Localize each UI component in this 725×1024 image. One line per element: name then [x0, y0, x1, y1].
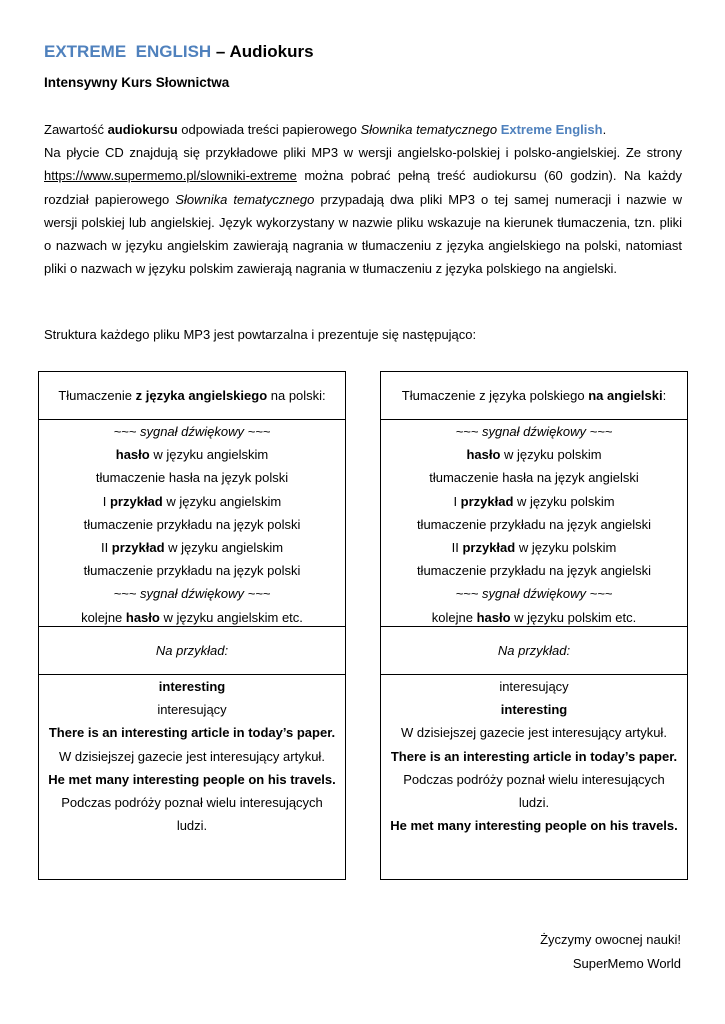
- example-line: There is an interesting article in today’s paper.: [48, 725, 336, 741]
- ex-bold: przykład: [460, 493, 514, 509]
- signal-line: ~~~ sygnał dźwiękowy ~~~: [455, 424, 613, 439]
- example1-line: [381, 490, 687, 513]
- ex-rest: w języku angielskim: [164, 540, 284, 556]
- document-title: [44, 42, 314, 62]
- structure-section: [39, 420, 345, 627]
- intro-text: można pobrać pełną treść audiokursu (60 godzin). Na każdy rozdział papierowego: [44, 168, 682, 207]
- header-text: Tłumaczenie z języka polskiego: [401, 388, 589, 403]
- closing: [540, 928, 681, 976]
- ex-bold: przykład: [462, 540, 516, 556]
- document-subtitle: Intensywny Kurs Słownictwa: [44, 75, 230, 90]
- ex-rest: w języku angielskim: [162, 493, 282, 509]
- header-bold: na angielski: [588, 388, 663, 403]
- example2-line: [381, 536, 687, 559]
- haslo-line: [39, 443, 345, 466]
- intro-italic-slownik: Słownika tematycznego: [175, 191, 315, 207]
- closing-signature: SuperMemo World: [572, 956, 681, 971]
- example-line: interesting: [500, 702, 568, 718]
- ex-bold: przykład: [111, 540, 165, 556]
- example-line: Podczas podróży poznał wielu interesujących ludzi.: [403, 771, 665, 811]
- haslo-translation: tłumaczenie hasła na język angielski: [429, 470, 639, 486]
- example-line: interesujący: [499, 679, 569, 694]
- next-text: kolejne: [431, 609, 477, 625]
- haslo-translation: tłumaczenie hasła na język polski: [95, 470, 289, 486]
- example1-translation: tłumaczenie przykładu na język polski: [83, 516, 301, 532]
- header-text: na polski:: [267, 388, 326, 403]
- example2-line: [39, 536, 345, 559]
- next-bold: hasło: [476, 609, 511, 625]
- ex-rest: w języku polskim: [513, 493, 615, 509]
- next-haslo-line: [39, 606, 345, 629]
- intro-text: .: [602, 122, 607, 137]
- examples-section: [381, 675, 687, 837]
- examples-section: [39, 675, 345, 837]
- structure-section: [381, 420, 687, 627]
- header-text: Tłumaczenie: [58, 388, 136, 403]
- supermemo-link[interactable]: https://www.supermemo.pl/slowniki-extreme: [44, 168, 297, 184]
- example-line: He met many interesting people on his travels.: [48, 771, 336, 787]
- haslo-bold: hasło: [466, 447, 501, 463]
- intro-paragraph: [44, 118, 682, 280]
- signal-line: ~~~ sygnał dźwiękowy ~~~: [455, 586, 613, 602]
- example2-translation: tłumaczenie przykładu na język angielski: [416, 563, 652, 579]
- example-line: interesujący: [157, 702, 227, 718]
- example-line: There is an interesting article in today’s paper.: [390, 748, 678, 764]
- ex-bold: przykład: [109, 493, 163, 509]
- box-header: [381, 372, 687, 420]
- intro-line-2: [44, 141, 682, 280]
- closing-wish: Życzymy owocnej nauki!: [540, 932, 681, 947]
- example-line: He met many interesting people on his travels.: [390, 818, 678, 834]
- example-line: interesting: [158, 679, 226, 694]
- header-bold: z języka angielskiego: [135, 388, 268, 403]
- ex-num: I: [102, 493, 110, 509]
- header-text: :: [662, 388, 667, 403]
- example2-translation: tłumaczenie przykładu na język polski: [83, 563, 301, 579]
- example-label: Na przykład:: [39, 627, 345, 675]
- box-english-to-polish: [38, 371, 346, 880]
- next-haslo-line: [381, 606, 687, 629]
- example1-line: [39, 490, 345, 513]
- ex-rest: w języku polskim: [515, 540, 617, 556]
- next-bold: hasło: [125, 609, 160, 625]
- next-rest: w języku angielskim etc.: [159, 609, 303, 625]
- ex-num: I: [453, 493, 461, 509]
- ex-num: II: [451, 540, 463, 556]
- next-text: kolejne: [81, 609, 126, 625]
- intro-text: odpowiada treści papierowego: [177, 122, 361, 137]
- intro-line-1: [44, 118, 682, 141]
- title-brand: EXTREME ENGLISH: [44, 42, 212, 61]
- ex-num: II: [100, 540, 112, 556]
- intro-italic-slownik: Słownika tematycznego: [360, 122, 498, 137]
- example-label: Na przykład:: [381, 627, 687, 675]
- title-rest: – Audiokurs: [211, 42, 314, 61]
- haslo-bold: hasło: [115, 447, 150, 463]
- example-line: W dzisiejszej gazecie jest interesujący artykuł.: [59, 748, 325, 764]
- intro-text: Zawartość: [44, 122, 108, 137]
- intro-bold-audiokursu: audiokursu: [107, 122, 178, 137]
- example-line: Podczas podróży poznał wielu interesujących ludzi.: [61, 795, 323, 834]
- intro-text: Na płycie CD znajdują się przykładowe pliki MP3 w wersji angielsko-polskiej i polsko-angielskiej. Ze strony: [44, 145, 682, 161]
- example-line: W dzisiejszej gazecie jest interesujący artykuł.: [401, 725, 667, 741]
- box-header: [39, 372, 345, 420]
- box-polish-to-english: [380, 371, 688, 880]
- signal-line: ~~~ sygnał dźwiękowy ~~~: [113, 424, 271, 439]
- haslo-rest: w języku angielskim: [149, 447, 269, 463]
- haslo-rest: w języku polskim: [500, 447, 602, 463]
- signal-line: ~~~ sygnał dźwiękowy ~~~: [113, 586, 271, 602]
- example1-translation: tłumaczenie przykładu na język angielski: [416, 516, 652, 532]
- haslo-line: [381, 443, 687, 466]
- next-rest: w języku polskim etc.: [510, 609, 637, 625]
- intro-text: przypadają dwa pliki MP3 o tej samej numeracji i nazwie w wersji polskiej lub angielskiej. Język wykorzystany w nazwie pliku wskazuje na kierunek tłumaczenia, tzn. pliki o nazwach w języku angielskim zawierają nagrania w tłumaczeniu z języka angielskiego na polski, natomiast pliki o nazwach w języku polskim zawierają nagrania w tłumaczeniu z języka polskiego na angielski.: [44, 191, 682, 277]
- intro-brand: Extreme English: [500, 122, 603, 137]
- structure-text: Struktura każdego pliku MP3 jest powtarzalna i prezentuje się następująco:: [44, 327, 477, 342]
